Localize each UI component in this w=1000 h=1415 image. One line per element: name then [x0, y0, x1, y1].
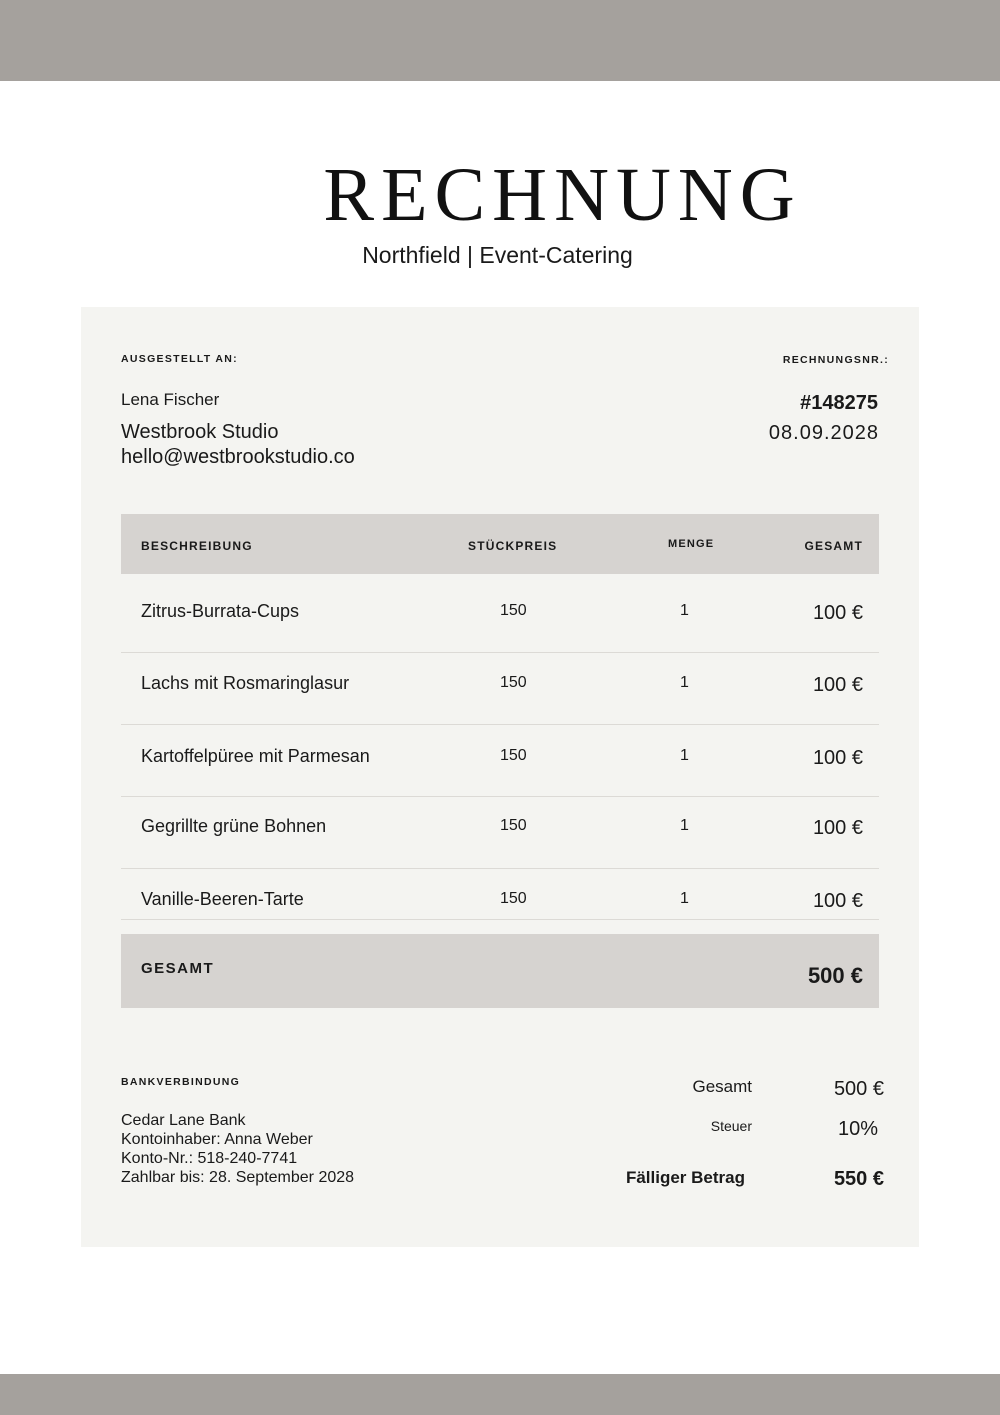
row-description: Gegrillte grüne Bohnen — [141, 816, 327, 836]
top-band — [0, 0, 1000, 81]
table-row — [121, 797, 879, 869]
row-quantity: 1 — [680, 602, 689, 619]
invoice-date: 08.09.2028 — [768, 422, 879, 444]
row-total: 100 € — [812, 602, 863, 624]
bank-label: BANKVERBINDUNG — [121, 1076, 241, 1088]
bank-name: Cedar Lane Bank — [121, 1112, 246, 1129]
invoice-number: #148275 — [800, 392, 878, 414]
grand-total-value: 500 € — [807, 963, 863, 988]
row-unit-price: 150 — [500, 817, 527, 834]
table-row — [121, 869, 879, 920]
row-total: 100 € — [812, 674, 863, 696]
amount-due-value: 550 € — [833, 1168, 884, 1190]
payment-due-date: Zahlbar bis: 28. September 2028 — [121, 1169, 355, 1186]
issued-to-label: AUSGESTELLT AN: — [121, 353, 238, 365]
bottom-band — [0, 1374, 1000, 1415]
amount-due-label: Fälliger Betrag — [625, 1168, 745, 1187]
table-header — [121, 514, 879, 574]
row-description: Kartoffelpüree mit Parmesan — [141, 746, 370, 766]
row-unit-price: 150 — [500, 747, 527, 764]
row-description: Vanille-Beeren-Tarte — [141, 889, 304, 909]
column-header-description: BESCHREIBUNG — [141, 539, 253, 553]
summary-total-label: Gesamt — [692, 1077, 752, 1096]
row-quantity: 1 — [680, 817, 689, 834]
row-quantity: 1 — [680, 890, 689, 907]
row-quantity: 1 — [680, 747, 689, 764]
client-email: hello@westbrookstudio.co — [121, 446, 355, 468]
bank-account-holder: Kontoinhaber: Anna Weber — [121, 1131, 313, 1148]
table-row — [121, 653, 879, 725]
row-total: 100 € — [812, 890, 863, 912]
client-company: Westbrook Studio — [121, 421, 279, 443]
summary-tax-value: 10% — [837, 1118, 878, 1140]
row-total: 100 € — [812, 747, 863, 769]
column-header-quantity: MENGE — [668, 538, 715, 550]
row-description: Lachs mit Rosmaringlasur — [141, 673, 350, 693]
table-row — [121, 725, 879, 797]
column-header-total: GESAMT — [804, 539, 863, 553]
invoice-card — [81, 307, 919, 1247]
row-unit-price: 150 — [500, 602, 527, 619]
summary-total-value: 500 € — [833, 1078, 884, 1100]
row-unit-price: 150 — [500, 674, 527, 691]
bank-account-number: Konto-Nr.: 518-240-7741 — [121, 1150, 298, 1167]
invoice-number-label: RECHNUNGSNR.: — [782, 354, 889, 366]
table-row — [121, 574, 879, 653]
grand-total-bar — [121, 934, 879, 1008]
grand-total-label: GESAMT — [141, 960, 215, 977]
column-header-unit-price: STÜCKPREIS — [468, 539, 558, 553]
row-description: Zitrus-Burrata-Cups — [141, 601, 300, 621]
row-quantity: 1 — [680, 674, 689, 691]
row-unit-price: 150 — [500, 890, 527, 907]
page-title: RECHNUNG — [323, 153, 802, 237]
client-name: Lena Fischer — [121, 390, 220, 409]
page-subtitle: Northfield | Event-Catering — [362, 242, 633, 268]
summary-tax-label: Steuer — [710, 1118, 752, 1134]
row-total: 100 € — [812, 817, 863, 839]
